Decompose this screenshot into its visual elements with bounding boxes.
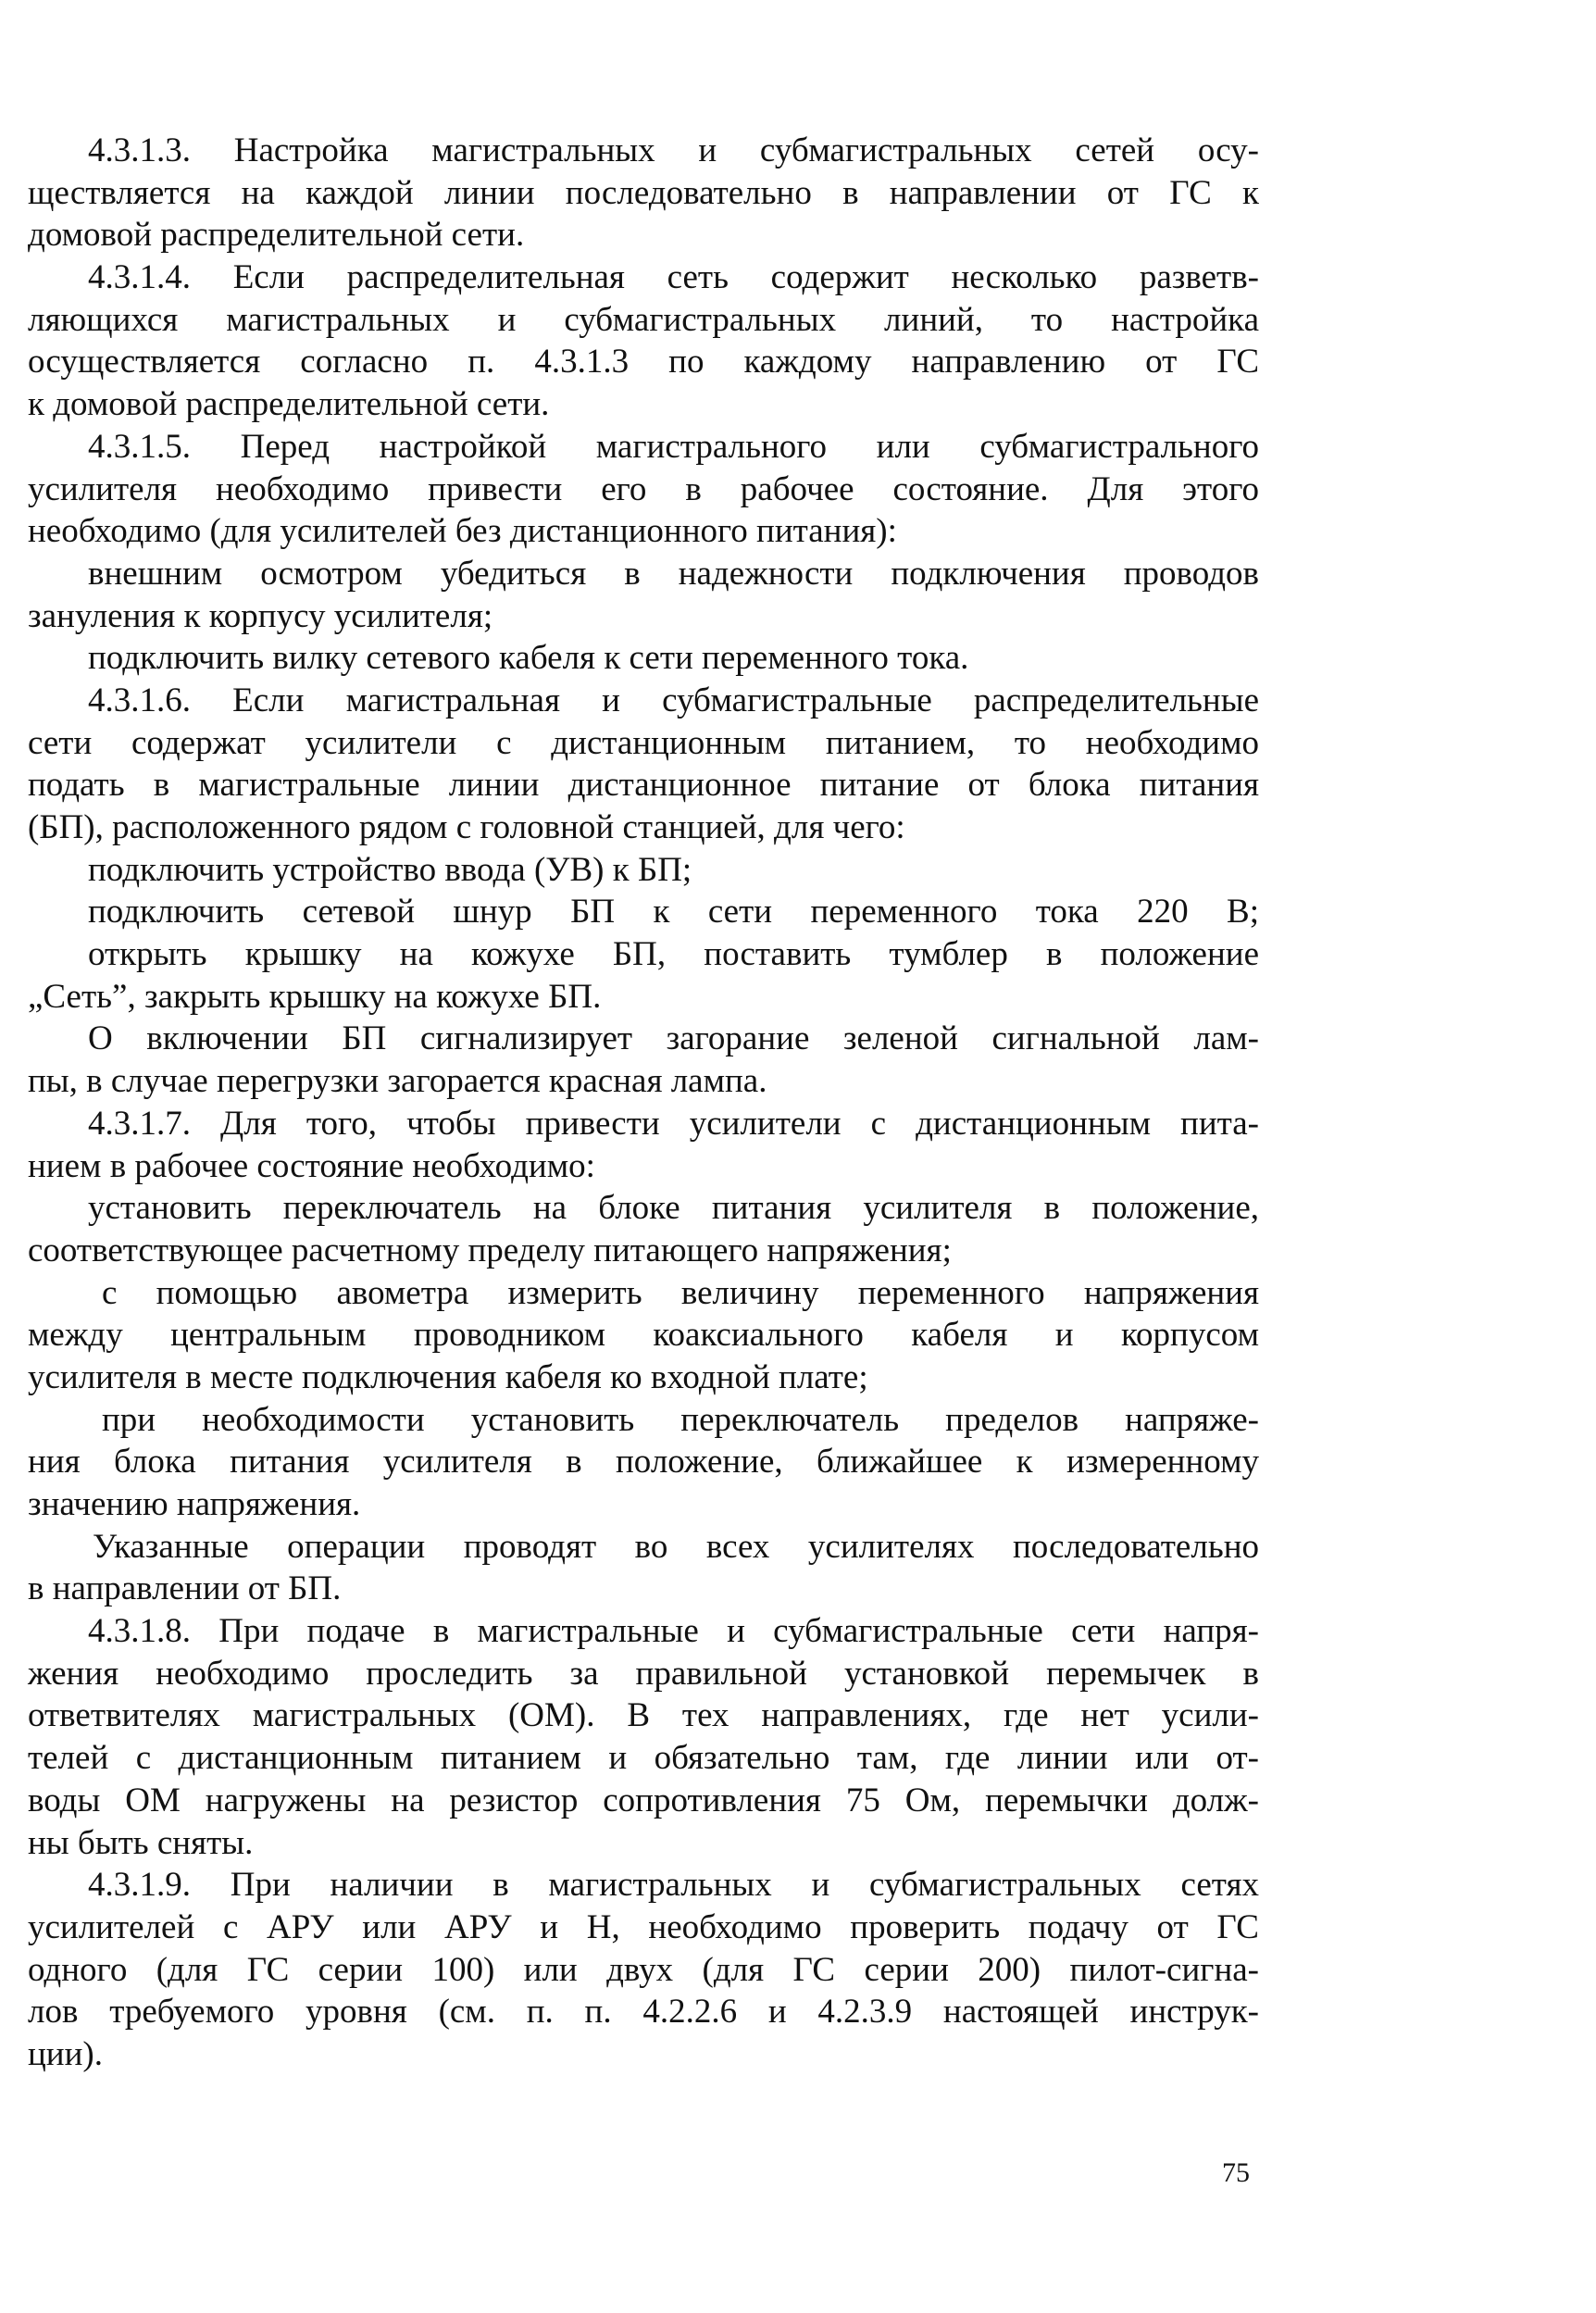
line: ляющихся магистральных и субмагистральных линий, то настройка [28, 300, 1259, 339]
line: нием в рабочее состояние необходимо: [28, 1146, 595, 1185]
line: необходимо (для усилителей без дистанционного питания): [28, 512, 897, 551]
line: ции). [28, 2034, 103, 2073]
line: подключить устройство ввода (УВ) к БП; [88, 850, 692, 889]
line: (БП), расположенного рядом с головной станцией, для чего: [28, 808, 905, 846]
line: ны быть сняты. [28, 1823, 254, 1862]
line: 4.3.1.9. При наличии в магистральных и субмагистральных сетях [88, 1866, 1259, 1905]
line: 4.3.1.6. Если магистральная и субмагистральные распределительные [88, 681, 1259, 719]
line: усилителей с АРУ или АРУ и Н, необходимо проверить подачу от ГС [28, 1907, 1259, 1946]
line: при необходимости установить переключатель пределов напряже- [102, 1400, 1259, 1439]
line: подключить вилку сетевого кабеля к сети переменного тока. [88, 639, 969, 678]
line: 4.3.1.4. Если распределительная сеть содержит несколько разветв- [88, 258, 1259, 297]
line: О включении БП сигнализирует загорание зеленой сигнальной лам- [88, 1019, 1259, 1058]
line: ния блока питания усилителя в положение, ближайшее к измеренному [28, 1443, 1259, 1482]
line: соответствующее расчетному пределу питающего напряжения; [28, 1231, 952, 1269]
line: усилителя в месте подключения кабеля ко входной плате; [28, 1357, 868, 1396]
line: „Сеть”, закрыть крышку на кожухе БП. [28, 977, 602, 1016]
line: подключить сетевой шнур БП к сети переменного тока 220 В; [88, 893, 1259, 931]
line: между центральным проводником коаксиального кабеля и корпусом [28, 1316, 1259, 1355]
line: Указанные операции проводят во всех усилителях последовательно [93, 1527, 1259, 1566]
line: воды ОМ нагружены на резистор сопротивления 75 Ом, перемычки долж- [28, 1781, 1259, 1819]
line: внешним осмотром убедиться в надежности подключения проводов [88, 554, 1259, 593]
line: 4.3.1.7. Для того, чтобы привести усилители с дистанционным пита- [88, 1104, 1259, 1143]
page-number: 75 [1222, 2157, 1250, 2188]
line: ществляется на каждой линии последовательно в направлении от ГС к [28, 173, 1259, 212]
line: 4.3.1.5. Перед настройкой магистрального или субмагистрального [88, 427, 1259, 466]
line: телей с дистанционным питанием и обязательно там, где линии или от- [28, 1739, 1259, 1778]
line: значению напряжения. [28, 1485, 361, 1523]
line: с помощью авометра измерить величину переменного напряжения [102, 1273, 1259, 1312]
line: подать в магистральные линии дистанционное питание от блока питания [28, 766, 1259, 805]
line: лов требуемого уровня (см. п. п. 4.2.2.6 и 4.2.3.9 настоящей инструк- [28, 1993, 1259, 2032]
line: 4.3.1.8. При подаче в магистральные и субмагистральные сети напря- [88, 1612, 1259, 1651]
line: зануления к корпусу усилителя; [28, 596, 493, 635]
line: усилителя необходимо привести его в рабочее состояние. Для этого [28, 469, 1259, 508]
line: жения необходимо проследить за правильной установкой перемычек в [28, 1654, 1259, 1693]
line: к домовой распределительной сети. [28, 385, 550, 424]
line: 4.3.1.3. Настройка магистральных и субмагистральных сетей осу- [88, 131, 1259, 169]
line: сети содержат усилители с дистанционным питанием, то необходимо [28, 723, 1259, 762]
line: открыть крышку на кожухе БП, поставить тумблер в положение [88, 935, 1259, 974]
line: установить переключатель на блоке питания усилителя в положение, [88, 1189, 1259, 1228]
line: ответвителях магистральных (ОМ). В тех направлениях, где нет усили- [28, 1696, 1259, 1735]
body-text [28, 130, 1259, 2076]
line: осуществляется согласно п. 4.3.1.3 по каждому направлению от ГС [28, 343, 1259, 381]
line: пы, в случае перегрузки загорается красная лампа. [28, 1062, 767, 1101]
line: в направлении от БП. [28, 1569, 342, 1608]
line: домовой распределительной сети. [28, 216, 525, 255]
line: одного (для ГС серии 100) или двух (для ГС серии 200) пилот-сигна- [28, 1950, 1259, 1989]
